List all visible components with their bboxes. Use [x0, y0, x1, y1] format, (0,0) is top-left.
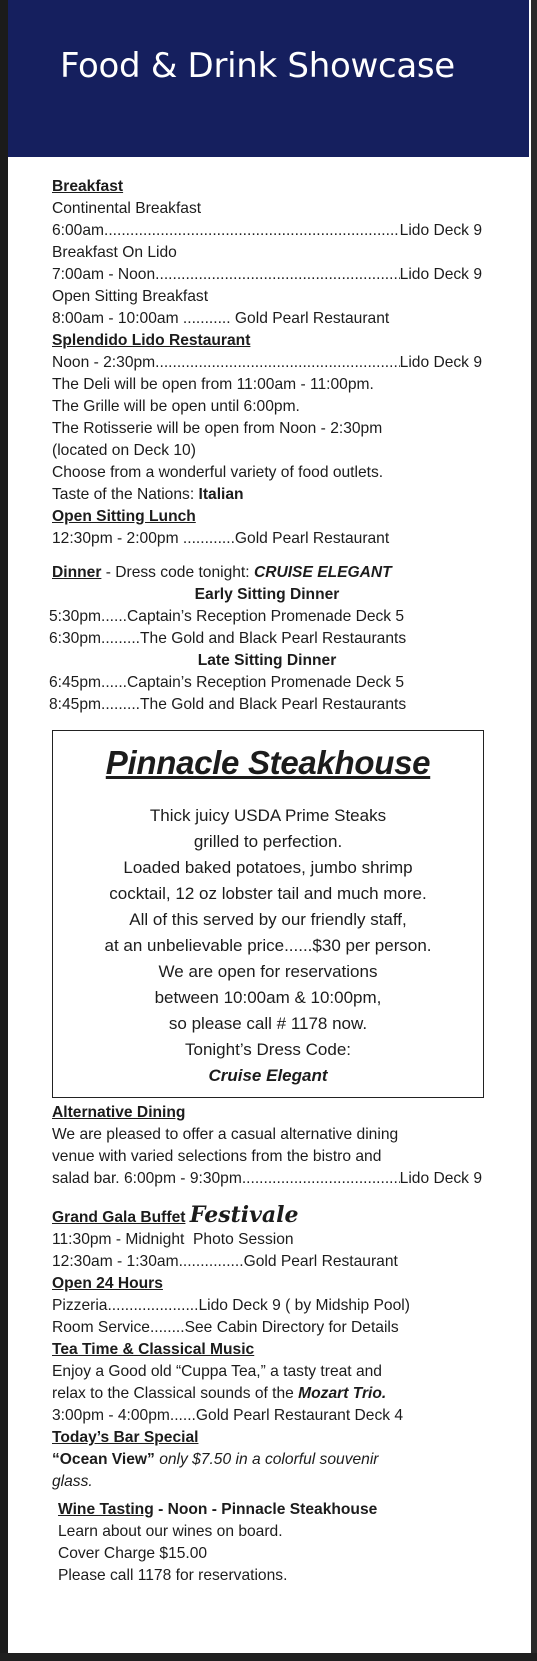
splendido-line: The Rotisserie will be open from Noon - 2:30pm	[52, 420, 383, 437]
page-edge-bottom	[0, 1653, 537, 1661]
late-sitting-heading: Late Sitting Dinner	[197, 652, 337, 669]
tea-line: Enjoy a Good old “Cuppa Tea,” a tasty treat and	[52, 1363, 382, 1380]
bar-line	[52, 1449, 482, 1471]
dot-leader: ......	[101, 608, 128, 625]
early-dinner-row	[49, 606, 482, 628]
splendido-place: Lido Deck 9	[399, 354, 482, 371]
dinner-dress-prefix: - Dress code tonight:	[101, 564, 254, 581]
open-sitting-breakfast-name: Open Sitting Breakfast	[52, 288, 209, 305]
steakhouse-line: at an unbelievable price......$30 per person.	[104, 936, 432, 955]
dot-leader: ......	[101, 674, 128, 691]
taste-of-nations-value: Italian	[198, 486, 244, 503]
dot-leader: ...........	[182, 310, 231, 327]
lunch-place: Gold Pearl Restaurant	[234, 530, 390, 547]
early-dinner-row	[49, 628, 482, 650]
continental-breakfast-time: 6:00am	[52, 222, 105, 239]
pizzeria-place: Lido Deck 9 ( by Midship Pool)	[198, 1297, 410, 1314]
room-service-row	[52, 1317, 482, 1339]
steakhouse-box	[52, 730, 484, 1098]
dinner-time: 8:45pm	[49, 696, 102, 713]
breakfast-on-lido-place: Lido Deck 9	[399, 266, 482, 283]
wine-heading-rest: - Noon - Pinnacle Steakhouse	[153, 1501, 378, 1518]
header-banner	[8, 0, 529, 157]
festivale-logo: Festivale	[189, 1202, 299, 1228]
room-service-place: See Cabin Directory for Details	[184, 1319, 399, 1336]
lunch-time: 12:30pm - 2:00pm	[52, 530, 179, 547]
dinner-place: Captain’s Reception Promenade Deck 5	[127, 674, 405, 691]
steakhouse-line: Thick juicy USDA Prime Steaks	[149, 806, 387, 825]
bar-line: glass.	[52, 1473, 93, 1490]
steakhouse-title: Pinnacle Steakhouse	[105, 744, 431, 781]
steakhouse-line: We are open for reservations	[158, 962, 378, 981]
steakhouse-line: grilled to perfection.	[193, 832, 343, 851]
lunch-heading: Open Sitting Lunch	[52, 508, 196, 525]
steakhouse-dress-code: Cruise Elegant	[208, 1066, 328, 1085]
page-edge-left	[0, 0, 8, 1661]
tea-row	[52, 1405, 482, 1427]
steakhouse-line: between 10:00am & 10:00pm,	[154, 988, 382, 1007]
dot-leader: .....................	[107, 1297, 199, 1314]
wine-heading-row	[58, 1499, 482, 1521]
late-dinner-row	[49, 694, 482, 716]
splendido-line: Choose from a wonderful variety of food outlets.	[52, 464, 384, 481]
alternative-row	[52, 1168, 482, 1190]
tea-place: Gold Pearl Restaurant Deck 4	[195, 1407, 404, 1424]
buffet-place: Gold Pearl Restaurant	[243, 1253, 398, 1270]
dinner-dress-line	[52, 562, 482, 584]
pizzeria-row	[52, 1295, 482, 1317]
late-dinner-row	[49, 672, 482, 694]
lunch-row	[52, 528, 482, 550]
continental-breakfast-place: Lido Deck 9	[399, 222, 482, 239]
steakhouse-line: cocktail, 12 oz lobster tail and much more.	[109, 884, 427, 903]
open24-heading: Open 24 Hours	[52, 1275, 163, 1292]
mozart-trio: Mozart Trio.	[298, 1385, 387, 1402]
steakhouse-body	[59, 803, 477, 1089]
dot-leader: ............	[182, 530, 235, 547]
dinner-time: 6:45pm	[49, 674, 102, 691]
open-sitting-breakfast-time: 8:00am - 10:00am	[52, 310, 179, 327]
taste-of-nations	[52, 484, 482, 506]
breakfast-heading: Breakfast	[52, 178, 124, 195]
schedule-content	[49, 176, 482, 1587]
alternative-heading: Alternative Dining	[52, 1104, 186, 1121]
splendido-heading: Splendido Lido Restaurant	[52, 332, 251, 349]
buffet-row	[52, 1251, 482, 1273]
pizzeria-name: Pizzeria	[52, 1297, 108, 1314]
steakhouse-line: Loaded baked potatoes, jumbo shrimp	[123, 858, 413, 877]
buffet-time: 12:30am - 1:30am	[52, 1253, 179, 1270]
gala-heading: Grand Gala Buffet	[52, 1209, 186, 1226]
room-service-name: Room Service	[52, 1319, 150, 1336]
dinner-place: Captain’s Reception Promenade Deck 5	[127, 608, 405, 625]
taste-of-nations-label: Taste of the Nations:	[52, 486, 199, 503]
splendido-line: The Grille will be open until 6:00pm.	[52, 398, 300, 415]
dinner-dress-value: CRUISE ELEGANT	[253, 564, 392, 581]
steakhouse-line: All of this served by our friendly staff,	[129, 910, 407, 929]
splendido-line: The Deli will be open from 11:00am - 11:00pm.	[52, 376, 374, 393]
splendido-time: Noon - 2:30pm	[52, 354, 156, 371]
tea-heading: Tea Time & Classical Music	[52, 1341, 255, 1358]
dinner-time: 6:30pm	[49, 630, 102, 647]
dinner-time: 5:30pm	[49, 608, 102, 625]
page-edge-right	[531, 0, 537, 1661]
splendido-row	[52, 352, 482, 374]
steakhouse-line: so please call # 1178 now.	[168, 1014, 368, 1033]
gala-heading-row	[52, 1204, 482, 1229]
alternative-line: We are pleased to offer a casual alternative dining	[52, 1126, 399, 1143]
dot-leader: .........	[101, 630, 141, 647]
photo-text: Photo Session	[193, 1231, 294, 1248]
splendido-line: (located on Deck 10)	[52, 442, 196, 459]
photo-time: 11:30pm - Midnight	[52, 1231, 185, 1248]
open-sitting-breakfast-place: Gold Pearl Restaurant	[234, 310, 390, 327]
dot-leader	[104, 220, 400, 242]
dot-leader	[242, 1168, 400, 1190]
dinner-place: The Gold and Black Pearl Restaurants	[140, 696, 407, 713]
photo-session-row	[52, 1229, 482, 1251]
breakfast-on-lido-name: Breakfast On Lido	[52, 244, 177, 261]
continental-breakfast-name: Continental Breakfast	[52, 200, 202, 217]
alternative-line: venue with varied selections from the bistro and	[52, 1148, 382, 1165]
early-sitting-heading: Early Sitting Dinner	[194, 586, 340, 603]
breakfast-on-lido-time: 7:00am - Noon	[52, 266, 156, 283]
wine-line: Cover Charge $15.00	[58, 1545, 208, 1562]
dot-leader: .........	[101, 696, 141, 713]
wine-heading: Wine Tasting	[58, 1501, 154, 1518]
tea-time: 3:00pm - 4:00pm	[52, 1407, 170, 1424]
dot-leader	[155, 264, 399, 286]
dot-leader: ........	[149, 1319, 185, 1336]
dinner-heading: Dinner	[52, 564, 102, 581]
steakhouse-line: Tonight’s Dress Code:	[185, 1040, 351, 1059]
bar-line-rest: only $7.50 in a colorful souvenir	[154, 1451, 379, 1468]
open-sitting-breakfast-row	[52, 308, 482, 330]
bar-drink: “Ocean View”	[52, 1451, 155, 1468]
dot-leader: ......	[169, 1407, 196, 1424]
dot-leader: ...............	[178, 1253, 244, 1270]
tea-line	[52, 1383, 482, 1405]
wine-line: Please call 1178 for reservations.	[58, 1567, 288, 1584]
wine-line: Learn about our wines on board.	[58, 1523, 283, 1540]
dinner-place: The Gold and Black Pearl Restaurants	[140, 630, 407, 647]
bar-heading: Today’s Bar Special	[52, 1429, 199, 1446]
continental-breakfast-row	[52, 220, 482, 242]
page-title: Food & Drink Showcase	[60, 46, 455, 86]
breakfast-on-lido-row	[52, 264, 482, 286]
alternative-place: Lido Deck 9	[399, 1170, 482, 1187]
dot-leader	[155, 352, 399, 374]
tea-line-prefix: relax to the Classical sounds of the	[52, 1385, 299, 1402]
alternative-time: salad bar. 6:00pm - 9:30pm	[52, 1170, 242, 1187]
